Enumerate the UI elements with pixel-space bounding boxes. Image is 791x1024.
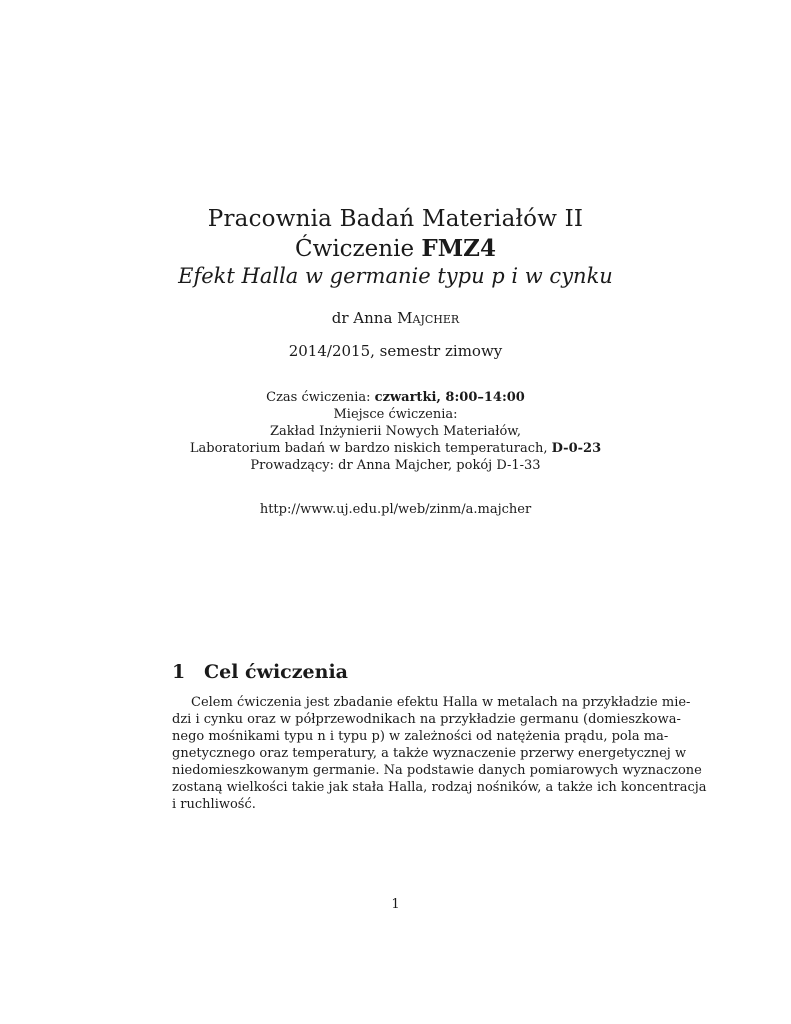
exercise-prefix: Ćwiczenie: [295, 236, 422, 262]
paragraph-line: nego mośnikami typu n i typu p) w zależności od natężenia prądu, pola ma-: [172, 729, 669, 744]
paragraph-line: i ruchliwość.: [172, 797, 256, 812]
exercise-code: FMZ4: [421, 235, 496, 262]
time-value: czwartki, 8:00–14:00: [374, 390, 525, 405]
paragraph-line: niedomieszkowanym germanie. Na podstawie danych pomiarowych wyznaczone: [172, 763, 702, 778]
instructor: Prowadzący: dr Anna Majcher, pokój D-1-33: [250, 458, 541, 473]
place-label: Miejsce ćwiczenia:: [333, 407, 458, 422]
section-title: Cel ćwiczenia: [204, 661, 348, 683]
author: [0, 309, 791, 327]
exercise-title: [0, 235, 791, 262]
academic-term: 2014/2015, semestr zimowy: [288, 342, 503, 360]
paragraph-line: dzi i cynku oraz w półprzewodnikach na przykładzie germanu (domieszkowa-: [172, 712, 681, 727]
page-number: 1: [391, 897, 400, 912]
document-title: Pracownia Badań Materiałów II: [207, 206, 584, 232]
paragraph-line: zostaną wielkości takie jak stała Halla, rodzaj nośników, a także ich koncentracja: [172, 780, 707, 795]
url-link[interactable]: http://www.uj.edu.pl/web/zinm/a.majcher: [259, 502, 532, 517]
section-number: 1: [172, 661, 186, 683]
department: Zakład Inżynierii Nowych Materiałów,: [270, 424, 521, 439]
lab-name: Laboratorium badań w bardzo niskich temperaturach,: [189, 441, 552, 456]
paragraph-line: Celem ćwiczenia jest zbadanie efektu Halla w metalach na przykładzie mie-: [191, 695, 691, 710]
time-label: Czas ćwiczenia:: [266, 390, 375, 405]
section-paragraph: [172, 694, 707, 813]
lab-room: D-0-23: [551, 441, 602, 456]
section-heading: [172, 661, 348, 683]
info-block: [0, 389, 791, 474]
lab-line: [0, 440, 791, 457]
paragraph-line: gnetycznego oraz temperatury, a także wyznaczenie przerwy energetycznej w: [172, 746, 687, 761]
exercise-subtitle: Efekt Halla w germanie typu p i w cynku: [178, 264, 613, 288]
author-surname: Majcher: [397, 309, 460, 327]
time-line: [0, 389, 791, 406]
author-prefix: dr Anna: [331, 309, 398, 327]
